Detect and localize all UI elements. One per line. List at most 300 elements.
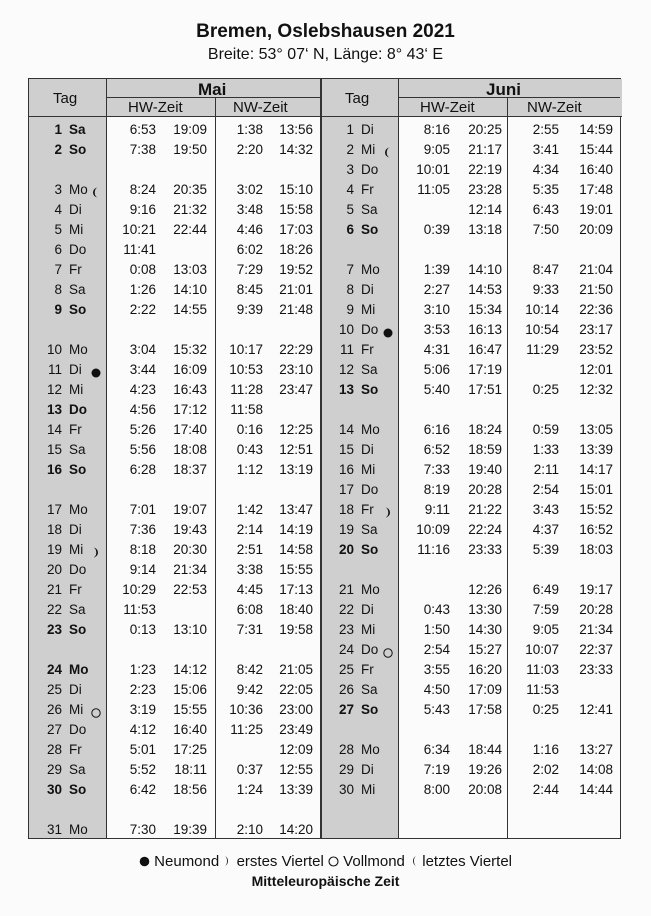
table-row [321,460,621,480]
hw1-time: 3:44 [129,362,156,377]
nw1-time: 0:25 [532,382,559,397]
legend-last-quarter: letztes Viertel [422,853,512,870]
table-row [29,380,321,400]
hw1-time: 4:31 [423,342,450,357]
table-row [321,580,621,600]
hw1-time: 5:26 [129,422,156,437]
table-row [29,360,321,380]
hw1-time: 8:16 [423,122,450,137]
table-row [321,340,621,360]
full-moon-icon [383,644,393,654]
day-number: 29 [46,762,62,777]
moon-legend [0,853,651,871]
day-number: 28 [338,742,354,757]
table-row [321,700,621,720]
hw1-time: 7:19 [423,762,450,777]
hw2-time: 15:06 [173,682,207,697]
hw1-time: 6:16 [423,422,450,437]
nw2-time: 16:40 [579,162,613,177]
hw1-time: 5:40 [423,382,450,397]
nw2-time: 23:47 [279,382,313,397]
nw1-time: 9:05 [532,622,559,637]
day-number: 24 [46,662,62,677]
hw2-time: 14:30 [468,622,502,637]
table-row [29,600,321,620]
weekday: So [69,302,87,317]
day-number: 3 [346,162,354,177]
weekday: Mi [361,142,376,157]
hw1-time: 10:01 [416,162,450,177]
weekday: Mi [361,622,376,637]
nw2-time: 22:29 [279,342,313,357]
nw2-time: 13:39 [579,442,613,457]
hw2-time: 23:28 [468,182,502,197]
nw2-time: 15:52 [579,502,613,517]
nw1-time: 4:46 [236,222,263,237]
nw2-time: 17:13 [279,582,313,597]
table-row [321,200,621,220]
hw1-time: 0:39 [423,222,450,237]
day-number: 10 [338,322,354,337]
hw1-time: 5:43 [423,702,450,717]
nw2-time: 19:52 [279,262,313,277]
nw1-time: 9:39 [236,302,263,317]
day-number: 27 [46,722,62,737]
hw1-time: 9:05 [423,142,450,157]
day-number: 28 [46,742,62,757]
weekday: Fr [69,742,82,757]
nw1-time: 1:24 [236,782,263,797]
table-row [321,360,621,380]
hw2-time: 17:12 [173,402,207,417]
weekday: Sa [69,122,86,137]
hw1-time: 3:10 [423,302,450,317]
hw2-time: 17:40 [173,422,207,437]
hw2-time: 15:55 [173,702,207,717]
table-row [321,120,621,140]
nw2-time: 21:48 [279,302,313,317]
hw2-time: 17:09 [468,682,502,697]
table-row [29,700,321,720]
hw2-time: 18:44 [468,742,502,757]
day-number: 16 [338,462,354,477]
day-number: 9 [346,302,354,317]
day-number: 27 [338,702,354,717]
hw2-time: 12:14 [468,202,502,217]
nw1-time: 11:58 [230,402,263,417]
nw1-time: 3:43 [532,502,559,517]
nw2-time: 16:52 [579,522,613,537]
nw2-time: 13:56 [279,122,313,137]
day-number: 22 [46,602,62,617]
day-number: 13 [46,402,62,417]
hw2-time: 14:10 [468,262,502,277]
nw1-time: 11:53 [526,682,559,697]
weekday: Di [69,682,82,697]
day-number: 16 [46,462,62,477]
nw2-time: 14:59 [579,122,613,137]
hw2-time: 20:30 [173,542,207,557]
day-number: 15 [338,442,354,457]
table-row [29,180,321,200]
day-number: 17 [46,502,62,517]
last-quarter-icon [409,854,418,871]
table-row [321,280,621,300]
hw1-time: 9:11 [424,502,450,517]
hw1-time: 3:19 [129,702,156,717]
nw2-time: 17:03 [279,222,313,237]
table-row [29,400,321,420]
hw2-time: 14:53 [468,282,502,297]
weekday: So [361,702,379,717]
nw1-time: 2:20 [236,142,263,157]
day-number: 24 [338,642,354,657]
nw1-time: 3:38 [236,562,263,577]
weekday: Mi [69,382,84,397]
nw2-time: 14:44 [579,782,613,797]
day-number: 1 [54,122,62,137]
nw2-time: 21:05 [279,662,313,677]
day-number: 18 [46,522,62,537]
nw1-time: 2:14 [236,522,263,537]
hw2-time: 21:22 [468,502,502,517]
weekday: Mo [361,742,380,757]
hw1-time: 4:50 [423,682,450,697]
hw2-time: 16:47 [468,342,502,357]
nw1-time: 1:42 [236,502,263,517]
table-row [29,560,321,580]
hw1-time: 10:29 [122,582,156,597]
weekday: Do [69,402,87,417]
hw2-time: 21:17 [468,142,502,157]
hw1-time: 5:52 [129,762,156,777]
hw1-time: 3:55 [423,662,450,677]
table-row [29,440,321,460]
hw1-time: 10:09 [416,522,450,537]
nw1-time: 6:08 [236,602,263,617]
nw1-time: 2:02 [532,762,559,777]
weekday: Sa [361,682,378,697]
nw1-time: 4:34 [532,162,559,177]
hw2-time: 16:43 [173,382,207,397]
weekday: Mo [69,182,88,197]
weekday: Mo [69,342,88,357]
hw2-time: 13:10 [173,622,207,637]
day-number: 30 [338,782,354,797]
day-number: 6 [54,242,62,257]
nw2-time: 12:01 [579,362,613,377]
weekday: So [69,782,87,797]
hw1-time: 6:42 [129,782,156,797]
day-number: 11 [339,342,354,357]
hw1-time: 9:16 [129,202,156,217]
nw1-time: 1:33 [532,442,559,457]
table-row [29,760,321,780]
day-number: 26 [338,682,354,697]
hw1-time: 8:19 [423,482,450,497]
table-row [321,660,621,680]
nw1-time: 11:25 [230,722,263,737]
day-number: 21 [46,582,62,597]
nw1-time: 2:10 [236,822,263,837]
nw1-time: 10:53 [229,362,263,377]
last-quarter-icon [383,144,393,154]
hw2-time: 16:20 [468,662,502,677]
weekday: Fr [69,582,82,597]
nw1-time: 5:35 [532,182,559,197]
juni-nw-header: NW-Zeit [527,99,582,116]
day-number: 12 [46,382,62,397]
hw2-time: 20:08 [468,782,502,797]
nw1-time: 7:50 [532,222,559,237]
nw1-time: 2:44 [532,782,559,797]
weekday: Fr [361,342,374,357]
table-row [321,300,621,320]
table-row [321,780,621,800]
table-row [321,260,621,280]
table-row [29,280,321,300]
table-row [321,520,621,540]
weekday: Di [361,122,374,137]
nw2-time: 14:08 [579,762,613,777]
table-row [321,640,621,660]
hw2-time: 13:03 [173,262,207,277]
nw2-time: 18:40 [279,602,313,617]
table-row [321,760,621,780]
legend-new-moon: Neumond [154,853,220,870]
new-moon-icon [139,854,150,871]
hw1-time: 8:24 [129,182,156,197]
hw1-time: 5:01 [129,742,156,757]
day-number: 7 [54,262,62,277]
nw2-time: 12:32 [579,382,613,397]
nw2-time: 15:55 [279,562,313,577]
hw1-time: 0:43 [423,602,450,617]
day-number: 29 [338,762,354,777]
hw1-time: 11:16 [417,542,450,557]
weekday: Do [361,162,379,177]
hw1-time: 4:23 [129,382,156,397]
table-row [29,120,321,140]
weekday: So [69,622,87,637]
hw1-time: 1:39 [423,262,450,277]
table-row [29,520,321,540]
nw2-time: 22:37 [579,642,613,657]
nw2-time: 12:55 [279,762,313,777]
hw1-time: 7:36 [129,522,156,537]
hw2-time: 17:25 [173,742,207,757]
nw2-time: 23:17 [579,322,613,337]
day-number: 12 [338,362,354,377]
weekday: Mo [361,422,380,437]
table-row [321,500,621,520]
hw2-time: 20:28 [468,482,502,497]
hw1-time: 6:28 [129,462,156,477]
weekday: Di [69,522,82,537]
tide-table [28,78,621,839]
nw2-time: 20:28 [579,602,613,617]
day-number: 15 [46,442,62,457]
juni-tag-header: Tag [345,90,370,107]
day-number: 26 [46,702,62,717]
nw1-time: 1:16 [532,742,559,757]
nw2-time: 13:39 [279,782,313,797]
day-number: 14 [338,422,354,437]
nw2-time: 13:05 [579,422,613,437]
table-row [29,660,321,680]
table-row [321,740,621,760]
day-number: 18 [338,502,354,517]
nw2-time: 18:26 [279,242,313,257]
nw2-time: 21:50 [579,282,613,297]
table-row [29,300,321,320]
hw1-time: 9:14 [129,562,156,577]
nw1-time: 10:07 [525,642,559,657]
hw2-time: 14:10 [173,282,207,297]
table-row [29,420,321,440]
weekday: So [69,462,87,477]
nw1-time: 1:12 [236,462,263,477]
table-row [29,680,321,700]
weekday: Sa [361,362,378,377]
nw2-time: 23:00 [279,702,313,717]
hw1-time: 4:12 [129,722,156,737]
day-number: 23 [46,622,62,637]
weekday: Fr [361,502,374,517]
day-number: 23 [338,622,354,637]
day-number: 13 [338,382,354,397]
nw2-time: 23:33 [579,662,613,677]
nw2-time: 21:01 [279,282,313,297]
nw1-time: 7:31 [236,622,263,637]
nw1-time: 2:51 [236,542,263,557]
day-number: 10 [46,342,62,357]
hw1-time: 11:41 [123,242,156,257]
weekday: Do [361,642,379,657]
nw2-time: 21:04 [579,262,613,277]
day-number: 11 [47,362,62,377]
hw1-time: 1:26 [129,282,156,297]
nw1-time: 4:45 [236,582,263,597]
hw1-time: 1:23 [129,662,156,677]
legend-full-moon: Vollmond [343,853,405,870]
nw2-time: 19:01 [579,202,613,217]
hw2-time: 22:53 [173,582,207,597]
table-row [321,220,621,240]
nw1-time: 2:55 [532,122,559,137]
hw2-time: 15:34 [468,302,502,317]
hw2-time: 12:26 [468,582,502,597]
hw2-time: 19:07 [173,502,207,517]
nw1-time: 4:37 [532,522,559,537]
day-number: 9 [54,302,62,317]
nw2-time: 22:05 [279,682,313,697]
hw1-time: 5:06 [423,362,450,377]
nw1-time: 5:39 [532,542,559,557]
day-number: 8 [54,282,62,297]
table-row [29,220,321,240]
hw2-time: 19:50 [173,142,207,157]
weekday: Mi [361,462,376,477]
nw1-time: 10:36 [229,702,263,717]
table-row [29,240,321,260]
weekday: Sa [69,762,86,777]
weekday: Sa [361,202,378,217]
table-row [321,440,621,460]
hw2-time: 21:34 [173,562,207,577]
hw1-time: 6:34 [423,742,450,757]
nw1-time: 8:42 [236,662,263,677]
hw1-time: 6:52 [423,442,450,457]
weekday: Fr [69,422,82,437]
hw2-time: 16:09 [173,362,207,377]
nw2-time: 21:34 [579,622,613,637]
hw2-time: 18:37 [173,462,207,477]
legend-first-quarter: erstes Viertel [236,853,324,870]
hw2-time: 17:51 [468,382,502,397]
day-number: 1 [346,122,354,137]
nw1-time: 6:43 [532,202,559,217]
weekday: Mi [361,782,376,797]
day-number: 3 [54,182,62,197]
hw1-time: 7:38 [129,142,156,157]
nw2-time: 14:32 [279,142,313,157]
nw2-time: 14:17 [579,462,613,477]
nw1-time: 10:54 [525,322,559,337]
day-number: 21 [338,582,354,597]
hw1-time: 1:50 [423,622,450,637]
nw2-time: 15:58 [279,202,313,217]
table-row [29,340,321,360]
nw1-time: 3:41 [532,142,559,157]
new-moon-icon [383,324,393,334]
table-row [321,620,621,640]
nw1-time: 6:49 [532,582,559,597]
nw1-time: 10:14 [525,302,559,317]
first-quarter-icon [91,544,101,554]
table-row [29,140,321,160]
weekday: Mo [361,582,380,597]
hw2-time: 19:09 [173,122,207,137]
table-row [29,780,321,800]
nw2-time: 12:41 [579,702,613,717]
weekday: Mi [69,222,84,237]
nw1-time: 11:29 [526,342,559,357]
nw2-time: 18:03 [579,542,613,557]
hw2-time: 22:44 [173,222,207,237]
mai-month-header: Mai [198,80,227,99]
nw2-time: 12:51 [279,442,313,457]
juni-hw-header: HW-Zeit [420,99,475,116]
hw2-time: 19:43 [173,522,207,537]
day-number: 30 [46,782,62,797]
hw2-time: 16:40 [173,722,207,737]
day-number: 5 [346,202,354,217]
hw1-time: 2:27 [423,282,450,297]
day-number: 20 [338,542,354,557]
day-number: 22 [338,602,354,617]
nw2-time: 19:58 [279,622,313,637]
nw2-time: 23:10 [279,362,313,377]
hw1-time: 7:33 [423,462,450,477]
hw1-time: 10:21 [122,222,156,237]
weekday: Sa [69,282,86,297]
nw2-time: 22:36 [579,302,613,317]
weekday: Do [361,322,379,337]
full-moon-icon [328,854,339,871]
hw2-time: 18:08 [173,442,207,457]
mai-nw-header: NW-Zeit [233,99,288,116]
